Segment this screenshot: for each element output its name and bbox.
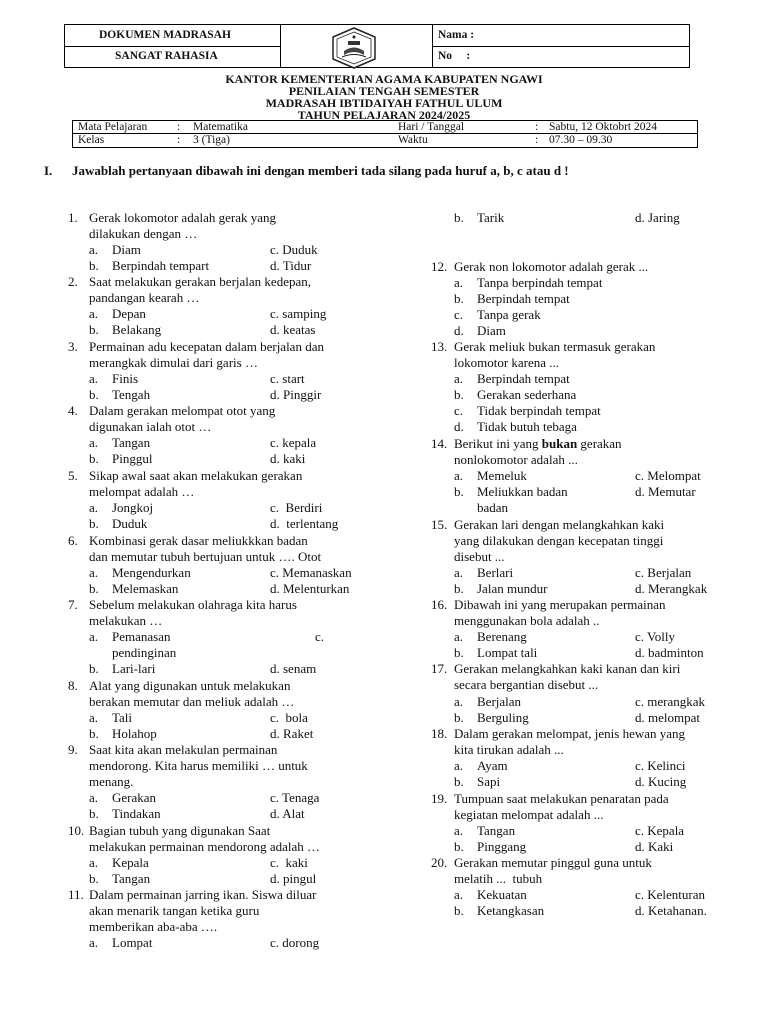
option-marker: b. (89, 581, 99, 596)
option-marker: b. (89, 871, 99, 886)
option-text: Berenang (477, 629, 527, 644)
option-text: d. Kaki (635, 839, 674, 854)
option-text: Melemaskan (112, 581, 179, 596)
option-marker: b. (89, 726, 99, 741)
question-text: merangkak dimulai dari garis … (89, 355, 258, 370)
option-marker: a. (454, 694, 464, 709)
option-marker: a. (89, 500, 99, 515)
option-marker: b. (89, 387, 99, 402)
option-marker: a. (89, 565, 99, 580)
option-text: d. Memutar (635, 484, 696, 499)
question-text: melatih ... tubuh (454, 871, 543, 886)
option-text: d. Ketahanan. (635, 903, 707, 918)
option-text: c. Kelenturan (635, 887, 706, 902)
option-marker: a. (89, 935, 99, 950)
question-number: 10. (68, 823, 85, 838)
question-text: melakukan … (89, 613, 163, 628)
option-text: Tanpa berpindah tempat (477, 275, 603, 290)
time-label: Waktu (398, 134, 428, 146)
school-title: MADRASAH IBTIDAIYAH FATHUL ULUM (265, 96, 503, 110)
option-marker: a. (89, 435, 99, 450)
option-text: Kekuatan (477, 887, 527, 902)
question-text: digunakan ialah otot … (89, 419, 212, 434)
question-text: Saat melakukan gerakan berjalan kedepan, (89, 274, 311, 289)
option-text: Holahop (112, 726, 157, 741)
option-marker: d. (454, 419, 464, 434)
question-text: lokomotor karena ... (454, 355, 560, 370)
question-text: Bagian tubuh yang digunakan Saat (89, 823, 271, 838)
option-marker: b. (454, 484, 464, 499)
question-text: Saat kita akan melakulan permainan (89, 742, 278, 757)
question-number: 7. (68, 597, 78, 612)
option-marker: a. (89, 306, 99, 321)
date-label: Hari / Tanggal (398, 121, 465, 133)
question-number: 3. (68, 339, 78, 354)
option-text: d. Raket (270, 726, 314, 741)
question-text: nonlokomotor adalah ... (454, 452, 578, 467)
option-text: d. melompat (635, 710, 700, 725)
question-number: 12. (431, 259, 448, 274)
question-text: Gerak meliuk bukan termasuk gerakan (454, 339, 656, 354)
option-text: Kepala (112, 855, 149, 870)
question-number: 16. (431, 597, 448, 612)
option-text: d. Alat (270, 806, 305, 821)
option-text: Tidak berpindah tempat (477, 403, 601, 418)
option-marker: a. (89, 242, 99, 257)
option-text: c. kaki (270, 855, 308, 870)
instruction-text: Jawablah pertanyaan dibawah ini dengan memberi tada silang pada huruf a, b, c atau d ! (72, 163, 569, 178)
option-text: d. Kucing (635, 774, 687, 789)
option-text: c. Tenaga (270, 790, 320, 805)
question-number: 19. (431, 791, 448, 806)
question-text: yang dilakukan dengan kecepatan tinggi (454, 533, 664, 548)
option-text: c. Kepala (635, 823, 685, 838)
question-number: 17. (431, 661, 448, 676)
question-number: 5. (68, 468, 78, 483)
exam-info-box (72, 120, 698, 148)
class-value: 3 (Tiga) (193, 134, 230, 146)
option-text: c. Volly (635, 629, 675, 644)
option-text: Belakang (112, 322, 162, 337)
option-text: Berlari (477, 565, 514, 580)
subject-label: Mata Pelajaran (78, 121, 148, 133)
question-text: disebut ... (454, 549, 505, 564)
option-text: Ketangkasan (477, 903, 545, 918)
option-marker: d. (454, 323, 464, 338)
separator: : (177, 121, 181, 133)
option-text: pendinginan (112, 645, 177, 660)
question-number: 1. (68, 210, 78, 225)
option-text: Duduk (112, 516, 148, 531)
question-text: berakan memutar dan meliuk adalah … (89, 694, 295, 709)
option-text: d. Pinggir (270, 387, 322, 402)
option-marker: a. (454, 758, 464, 773)
question-text: Dibawah ini yang merupakan permainan (454, 597, 666, 612)
question-text: Dalam gerakan melompat, jenis hewan yang (454, 726, 686, 741)
question-number: 11. (68, 887, 84, 902)
option-text: d. Merangkak (635, 581, 708, 596)
option-text: Tangan (477, 823, 516, 838)
option-text: Gerakan sederhana (477, 387, 577, 402)
emphasis-word: bukan (541, 436, 578, 451)
option-text: Tarik (477, 210, 505, 225)
option-text: Jongkoj (112, 500, 154, 515)
question-text: menggunakan bola adalah .. (454, 613, 600, 628)
question-text-part: Berikut ini yang (454, 436, 539, 451)
office-title: KANTOR KEMENTERIAN AGAMA KABUPATEN NGAWI (225, 72, 543, 86)
question-text: Gerakan lari dengan melangkahkan kaki (454, 517, 665, 532)
confidentiality-label: SANGAT RAHASIA (115, 50, 218, 62)
option-text: Pinggang (477, 839, 527, 854)
question-text: Gerakan melangkahkan kaki kanan dan kiri (454, 661, 681, 676)
question-number: 13. (431, 339, 448, 354)
option-text: Memeluk (477, 468, 527, 483)
option-text: Tangan (112, 871, 151, 886)
name-label: Nama : (438, 29, 475, 41)
option-text: d. kaki (270, 451, 306, 466)
option-text: c. kepala (270, 435, 317, 450)
question-text: melompat adalah … (89, 484, 195, 499)
question-number: 15. (431, 517, 448, 532)
option-text: Tindakan (112, 806, 161, 821)
option-text: Sapi (477, 774, 501, 789)
option-text: c. Memanaskan (270, 565, 352, 580)
question-text: mendorong. Kita harus memiliki … untuk (89, 758, 308, 773)
option-marker: a. (89, 855, 99, 870)
option-text: Gerakan (112, 790, 157, 805)
option-marker: a. (89, 629, 99, 644)
option-text: Tengah (112, 387, 151, 402)
option-text: c. merangkak (635, 694, 706, 709)
option-text: Mengendurkan (112, 565, 191, 580)
header-divider (65, 46, 280, 47)
question-number: 6. (68, 533, 78, 548)
question-text: melakukan permainan mendorong adalah … (89, 839, 321, 854)
option-text: c. samping (270, 306, 327, 321)
option-text: c. Berjalan (635, 565, 692, 580)
number-label: No : (438, 50, 471, 62)
option-marker: b. (454, 210, 464, 225)
option-marker: a. (454, 823, 464, 838)
option-text: Berpindah tempat (477, 291, 570, 306)
option-text: Meliukkan badan (477, 484, 568, 499)
question-text: Kombinasi gerak dasar meliukkkan badan (89, 533, 308, 548)
class-label: Kelas (78, 134, 105, 146)
option-marker: b. (454, 387, 464, 402)
question-text: Gerakan memutar pinggul guna untuk (454, 855, 652, 870)
option-text: d. Jaring (635, 210, 680, 225)
option-text: d. terlentang (270, 516, 339, 531)
option-marker: b. (89, 806, 99, 821)
question-text: Gerak lokomotor adalah gerak yang (89, 210, 276, 225)
question-text: Gerak non lokomotor adalah gerak ... (454, 259, 649, 274)
option-text: Berpindah tempart (112, 258, 210, 273)
option-text: c. Melompat (635, 468, 701, 483)
option-text: d. badminton (635, 645, 704, 660)
option-text: Lompat tali (477, 645, 538, 660)
option-marker: a. (454, 629, 464, 644)
option-text: Diam (477, 323, 506, 338)
option-marker: b. (454, 774, 464, 789)
option-marker: b. (454, 581, 464, 596)
option-text: d. keatas (270, 322, 316, 337)
option-text: Berguling (477, 710, 529, 725)
question-number: 18. (431, 726, 448, 741)
option-marker: b. (89, 322, 99, 337)
option-text: c. bola (270, 710, 308, 725)
separator: : (535, 134, 539, 146)
header-divider (280, 25, 281, 67)
question-text-part: gerakan (580, 436, 622, 451)
option-text: Tangan (112, 435, 151, 450)
option-text: Lari-lari (112, 661, 156, 676)
document-type: DOKUMEN MADRASAH (99, 29, 231, 41)
question-number: 20. (431, 855, 448, 870)
option-marker: b. (454, 903, 464, 918)
option-marker: a. (454, 468, 464, 483)
question-text: Sebelum melakukan olahraga kita harus (89, 597, 297, 612)
option-text: c. start (270, 371, 305, 386)
option-marker: a. (454, 371, 464, 386)
option-text: Berpindah tempat (477, 371, 570, 386)
subject-value: Matematika (193, 121, 248, 133)
option-text: Tanpa gerak (477, 307, 541, 322)
question-number: 9. (68, 742, 78, 757)
question-text: secara bergantian disebut ... (454, 677, 599, 692)
option-text: c. Kelinci (635, 758, 686, 773)
option-text: Jalan mundur (477, 581, 548, 596)
option-text: Tali (112, 710, 133, 725)
question-text: dilakukan dengan … (89, 226, 198, 241)
option-marker: a. (89, 790, 99, 805)
question-text: Dalam permainan jarring ikan. Siswa diluar (89, 887, 317, 902)
option-text: c. dorong (270, 935, 320, 950)
option-marker: b. (454, 291, 464, 306)
option-text: d. Melenturkan (270, 581, 350, 596)
option-marker: a. (89, 371, 99, 386)
option-text: Berjalan (477, 694, 522, 709)
option-text: d. Tidur (270, 258, 312, 273)
option-text: Finis (112, 371, 139, 386)
option-marker: b. (89, 258, 99, 273)
option-text: Diam (112, 242, 141, 257)
year-title: TAHUN PELAJARAN 2024/2025 (297, 108, 471, 122)
time-value: 07.30 – 09.30 (549, 134, 613, 146)
question-text: menang. (89, 774, 134, 789)
question-text: memberikan aba-aba …. (89, 919, 218, 934)
question-text: Permainan adu kecepatan dalam berjalan dan (89, 339, 324, 354)
ministry-emblem-icon (328, 27, 380, 69)
separator: : (535, 121, 539, 133)
option-text: c. (315, 629, 325, 644)
option-marker: c. (454, 307, 464, 322)
question-number: 2. (68, 274, 78, 289)
question-number: 14. (431, 436, 448, 451)
option-text: Depan (112, 306, 146, 321)
question-text: dan memutar tubuh bertujuan untuk …. Otot (89, 549, 322, 564)
option-marker: a. (454, 565, 464, 580)
question-text: kita tirukan adalah ... (454, 742, 564, 757)
option-marker: b. (454, 839, 464, 854)
header-divider (432, 46, 689, 47)
question-number: 8. (68, 678, 78, 693)
option-text: d. pingul (270, 871, 317, 886)
option-text: badan (477, 500, 509, 515)
option-marker: a. (454, 887, 464, 902)
question-number: 4. (68, 403, 78, 418)
question-text: Tumpuan saat melakukan penaratan pada (454, 791, 669, 806)
option-marker: b. (89, 661, 99, 676)
option-marker: c. (454, 403, 464, 418)
question-text (454, 436, 622, 452)
option-marker: b. (454, 710, 464, 725)
option-text: Lompat (112, 935, 153, 950)
question-text: pandangan kearah … (89, 290, 200, 305)
section-number: I. (44, 163, 53, 178)
option-text: Ayam (477, 758, 508, 773)
question-text: Alat yang digunakan untuk melakukan (89, 678, 291, 693)
question-text: Sikap awal saat akan melakukan gerakan (89, 468, 303, 483)
separator: : (177, 134, 181, 146)
option-text: c. Berdiri (270, 500, 323, 515)
question-text: Dalam gerakan melompat otot yang (89, 403, 276, 418)
exam-title: PENILAIAN TENGAH SEMESTER (288, 84, 480, 98)
option-marker: b. (454, 645, 464, 660)
question-text: akan menarik tangan ketika guru (89, 903, 260, 918)
option-marker: b. (89, 451, 99, 466)
option-text: c. Duduk (270, 242, 318, 257)
option-text: Tidak butuh tebaga (477, 419, 577, 434)
option-text: Pinggul (112, 451, 153, 466)
option-marker: a. (454, 275, 464, 290)
date-value: Sabtu, 12 Oktobrt 2024 (549, 121, 657, 133)
option-text: d. senam (270, 661, 317, 676)
option-marker: a. (89, 710, 99, 725)
option-marker: b. (89, 516, 99, 531)
question-text: kegiatan melompat adalah ... (454, 807, 604, 822)
option-text: Pemanasan (112, 629, 171, 644)
